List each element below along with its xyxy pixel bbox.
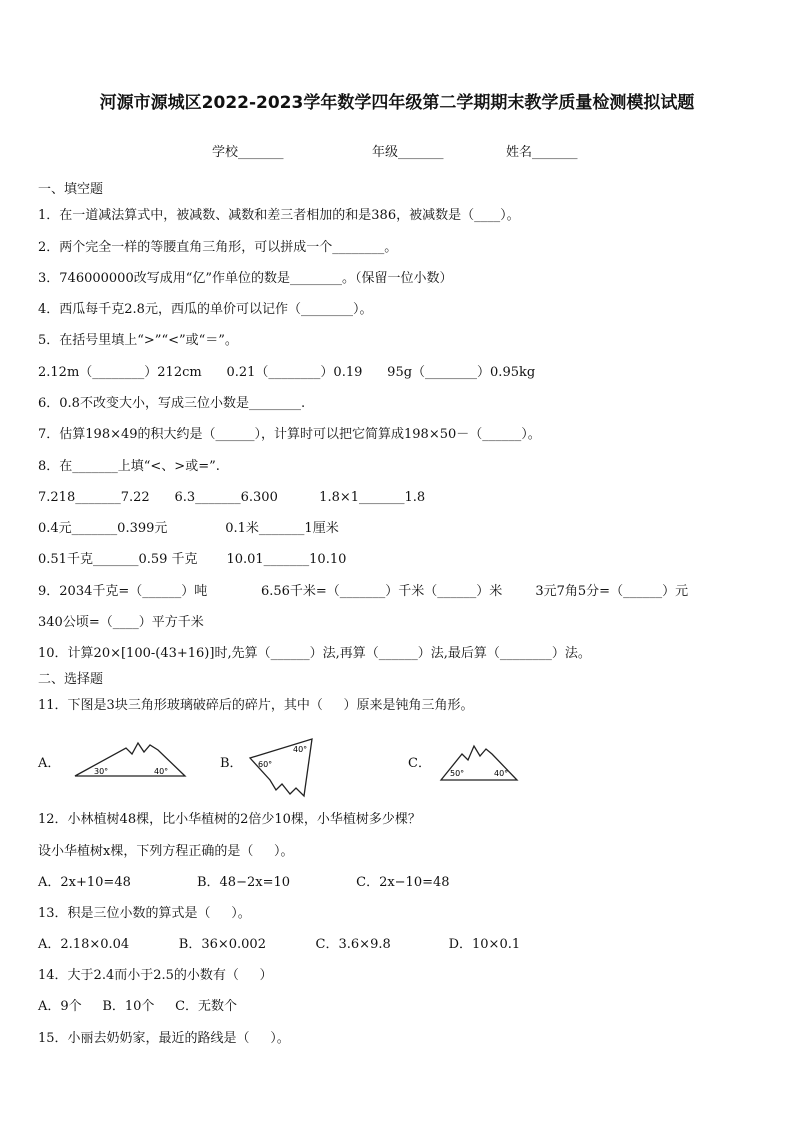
question-8-row-3: 0.51千克_______0.59 千克 10.01_______10.10 xyxy=(38,552,347,567)
question-14: 14．大于2.4而小于2.5的小数有（ ） xyxy=(38,968,273,983)
question-3: 3．746000000改写成用“亿”作单位的数是________。（保留一位小数） xyxy=(38,271,453,286)
question-13-options: A．2.18×0.04 B．36×0.002 C．3.6×9.8 D．10×0.1 xyxy=(38,937,521,952)
question-9-continued: 340公顷=（____）平方千米 xyxy=(38,615,204,630)
angle-label: 40° xyxy=(154,767,169,776)
question-5: 5．在括号里填上“>”“<”或“＝”。 xyxy=(38,333,238,348)
question-10: 10．计算20×[100-(43+16)]时,先算（______）法,再算（______）法,最后算（________）法。 xyxy=(38,646,591,661)
question-7: 7．估算198×49的积大约是（______），计算时可以把它简算成198×50－（______）。 xyxy=(38,427,541,442)
broken-triangle-a xyxy=(72,740,188,780)
question-8: 8．在_______上填“<、>或=”. xyxy=(38,459,220,474)
option-c-label: C． xyxy=(408,756,431,771)
question-4: 4．西瓜每千克2.8元，西瓜的单价可以记作（________）。 xyxy=(38,302,373,317)
question-5-items: 2.12m（________）212cm 0.21（________）0.19 95g（________）0.95kg xyxy=(38,365,536,380)
grade-field: 年级_______ xyxy=(372,145,444,160)
question-12-options: A．2x+10=48 B．48−2x=10 C．2x−10=48 xyxy=(38,875,450,890)
question-15: 15．小丽去奶奶家，最近的路线是（ ）。 xyxy=(38,1031,290,1046)
option-a-label: A． xyxy=(38,756,61,771)
angle-label: 40° xyxy=(293,745,308,754)
question-8-row-1: 7.218_______7.22 6.3_______6.300 1.8×1_______1.8 xyxy=(38,490,426,505)
section-fill-in: 一、填空题 xyxy=(38,182,104,197)
question-12: 12．小林植树48棵，比小华植树的2倍少10棵，小华植树多少棵？ xyxy=(38,812,421,827)
broken-triangle-b xyxy=(246,736,318,798)
angle-label: 30° xyxy=(94,767,109,776)
question-8-row-2: 0.4元_______0.399元 0.1米_______1厘米 xyxy=(38,521,339,536)
question-1: 1．在一道减法算式中，被减数、减数和差三者相加的和是386，被减数是（____）。 xyxy=(38,208,520,223)
question-14-options: A．9个 B．10个 C．无数个 xyxy=(38,999,238,1014)
question-13: 13．积是三位小数的算式是（ ）。 xyxy=(38,906,251,921)
question-6: 6．0.8不改变大小，写成三位小数是________. xyxy=(38,396,306,411)
section-multiple-choice: 二、选择题 xyxy=(38,672,104,687)
angle-label: 50° xyxy=(450,769,465,778)
option-b-label: B． xyxy=(220,756,243,771)
question-2: 2．两个完全一样的等腰直角三角形，可以拼成一个________。 xyxy=(38,240,398,255)
angle-label: 60° xyxy=(258,760,273,769)
angle-label: 40° xyxy=(494,769,509,778)
school-field: 学校_______ xyxy=(212,145,284,160)
broken-triangle-c xyxy=(438,742,520,782)
question-12-prompt: 设小华植树x棵，下列方程正确的是（ ）。 xyxy=(38,844,294,859)
name-field: 姓名_______ xyxy=(506,145,578,160)
exam-title: 河源市源城区2022-2023学年数学四年级第二学期期末教学质量检测模拟试题 xyxy=(99,93,695,113)
question-11: 11．下图是3块三角形玻璃破碎后的碎片，其中（ ）原来是钝角三角形。 xyxy=(38,698,474,713)
question-9: 9．2034千克=（______）吨 6.56千米=（_______）千米（______）米 3元7角5分=（______）元 xyxy=(38,584,689,599)
